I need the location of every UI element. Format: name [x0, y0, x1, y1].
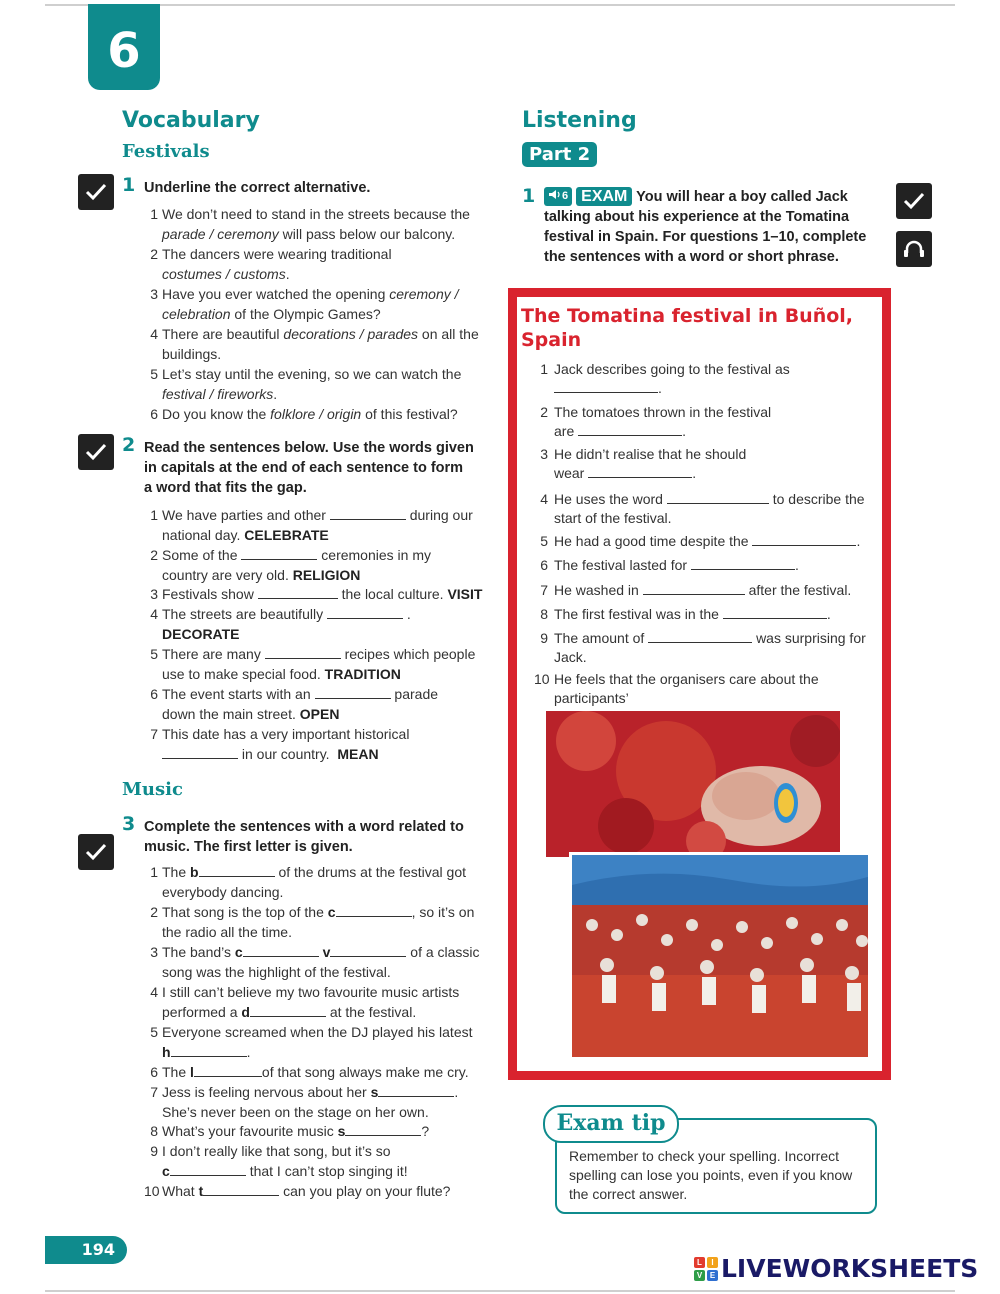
answer-blank[interactable] — [170, 1162, 246, 1176]
page-number: 194 — [45, 1236, 127, 1264]
exam-tip-text: Remember to check your spelling. Incorrect spelling can lose you points, even if you know the correct answer. — [569, 1148, 853, 1202]
answer-blank[interactable] — [330, 506, 406, 520]
list-item: 8 What’s your favourite music s ? — [150, 1123, 430, 1139]
exercise-number: 1 — [522, 185, 536, 207]
list-item: 5 Let’s stay until the evening, so we can watch the festival / fireworks. — [150, 366, 462, 402]
list-item: 7 This date has a very important historical in our country. MEAN — [150, 726, 410, 762]
list-item: 6 Do you know the folklore / origin of this festival? — [150, 406, 458, 422]
answer-blank[interactable] — [378, 1083, 454, 1097]
brand-name: LIVEWORKSHEETS — [721, 1254, 979, 1283]
alternative-choice[interactable]: parade / ceremony — [162, 225, 279, 242]
headphones-icon — [902, 237, 926, 261]
answer-blank[interactable] — [345, 1122, 421, 1136]
festivals-subtitle: Festivals — [122, 141, 210, 162]
answer-blank[interactable] — [667, 490, 769, 504]
bottom-rule — [45, 1290, 955, 1292]
speaker-icon — [548, 189, 562, 200]
answer-blank[interactable] — [554, 379, 658, 393]
question-item: 6 The festival lasted for . — [540, 557, 799, 573]
answer-blank[interactable] — [258, 585, 338, 599]
list-item: 5 Everyone screamed when the DJ played his latest h . — [150, 1024, 473, 1060]
list-item: 1 We have parties and other during our national day. CELEBRATE — [150, 507, 473, 543]
list-item: 6 The l of that song always make me cry. — [150, 1064, 469, 1080]
answer-blank[interactable] — [691, 556, 795, 570]
top-rule — [45, 4, 955, 6]
answer-blank[interactable] — [330, 943, 406, 957]
box-title: The Tomatina festival in Buñol, Spain — [521, 305, 854, 351]
question-item: 8 The first festival was in the . — [540, 606, 831, 622]
answer-blank[interactable] — [752, 532, 856, 546]
answer-blank[interactable] — [199, 863, 275, 877]
listening-title: Listening — [522, 108, 637, 133]
checkmark-icon — [903, 191, 925, 211]
answer-blank[interactable] — [194, 1063, 262, 1077]
alternative-choice[interactable]: costumes / customs — [162, 265, 286, 282]
question-item: 10 He feels that the organisers care about the participants’ — [554, 670, 879, 727]
list-item: 4 I still can’t believe my two favourite music artists performed a d at the festival. — [150, 984, 460, 1020]
exercise-number: 3 — [122, 813, 136, 835]
answer-blank[interactable] — [265, 645, 341, 659]
answer-blank[interactable] — [162, 745, 238, 759]
list-item: 7 Jess is feeling nervous about her s . She’s never been on the stage on her own. — [150, 1084, 459, 1120]
unit-number: 6 — [107, 23, 141, 79]
answer-blank[interactable] — [643, 581, 745, 595]
exercise-heading: Complete the sentences with a word related to music. The first letter is given. — [144, 819, 464, 855]
list-item: 3 Festivals show the local culture. VISIT — [150, 586, 483, 602]
question-item: 3 He didn’t realise that he should wear . — [540, 446, 747, 481]
tomato-pulp-photo — [546, 711, 842, 859]
answer-blank[interactable] — [588, 464, 692, 478]
exercise-heading: Underline the correct alternative. — [144, 180, 371, 196]
answer-blank[interactable] — [723, 605, 827, 619]
answer-blank[interactable] — [578, 422, 682, 436]
alternative-choice[interactable]: festival / fireworks — [162, 385, 274, 402]
list-item: 6 The event starts with an parade down the main street. OPEN — [150, 686, 439, 722]
answer-blank[interactable] — [327, 605, 403, 619]
list-item: 4 There are beautiful decorations / parades on all the buildings. — [150, 326, 479, 362]
check-answers-button-listening[interactable] — [896, 183, 932, 219]
part-badge: Part 2 — [522, 142, 597, 167]
vocabulary-title: Vocabulary — [122, 108, 260, 133]
festival-photo-crowd — [569, 852, 871, 1060]
answer-blank[interactable] — [648, 629, 752, 643]
check-answers-button-ex3[interactable] — [78, 834, 114, 870]
question-item: 7 He washed in after the festival. — [540, 582, 852, 598]
question-item: 4 He uses the word to describe the start of the festival. — [540, 491, 865, 526]
answer-blank[interactable] — [203, 1182, 279, 1196]
festival-photo-closeup — [544, 709, 842, 859]
list-item: 10 What t can you play on your flute? — [144, 1183, 451, 1199]
alternative-choice[interactable]: ceremony / celebration — [162, 286, 459, 322]
listening-instructions: 6 EXAM You will hear a boy called Jack talking about his experience at the Tomatina festival in Spain. For questions 1–10, complete the sentences with a word or short phrase. — [544, 188, 867, 265]
list-item: 1 We don’t need to stand in the streets because the parade / ceremony will pass below our balcony. — [150, 206, 470, 242]
answer-blank[interactable] — [171, 1043, 247, 1057]
list-item: 9 I don’t really like that song, but it’s so c that I can’t stop singing it! — [150, 1143, 408, 1179]
exercise-number: 2 — [122, 434, 136, 456]
answer-blank[interactable] — [250, 1003, 326, 1017]
list-item: 5 There are many recipes which people use to make special food. TRADITION — [150, 646, 476, 682]
exam-tip-label: Exam tip — [543, 1105, 679, 1143]
question-item: 9 The amount of was surprising for Jack. — [540, 630, 866, 665]
checkmark-icon — [85, 182, 107, 202]
unit-number-tab — [88, 4, 160, 90]
alternative-choice[interactable]: decorations / parades — [283, 326, 419, 342]
audio-track-badge: 6 — [544, 187, 572, 206]
exercise-heading: Read the sentences below. Use the words given in capitals at the end of each sentence to form a word that fits the gap. — [144, 440, 474, 496]
check-answers-button-ex2[interactable] — [78, 434, 114, 470]
answer-blank[interactable] — [241, 546, 317, 560]
check-answers-button-ex1[interactable] — [78, 174, 114, 210]
question-item: 2 The tomatoes thrown in the festival are . — [540, 404, 772, 439]
exam-badge: EXAM — [576, 187, 632, 206]
list-item: 1 The b of the drums at the festival got everybody dancing. — [150, 864, 467, 900]
exercise-number: 1 — [122, 174, 136, 196]
crowd-photo — [572, 855, 871, 1060]
brand-logo-mark: L I V E — [694, 1257, 718, 1281]
list-item: 3 The band’s c v of a classic song was the highlight of the festival. — [150, 944, 480, 980]
list-item: 2 That song is the top of the c , so it’s on the radio all the time. — [150, 904, 475, 940]
checkmark-icon — [85, 842, 107, 862]
question-item: 5 He had a good time despite the . — [540, 533, 861, 549]
music-subtitle: Music — [122, 779, 183, 800]
brand-logo — [694, 1254, 978, 1283]
answer-blank[interactable] — [336, 903, 412, 917]
list-item: 2 Some of the ceremonies in my country are very old. RELIGION — [150, 547, 431, 583]
question-item: 1 Jack describes going to the festival as . — [540, 361, 790, 396]
list-item: 2 The dancers were wearing traditional costumes / customs. — [150, 246, 392, 282]
answer-blank[interactable] — [315, 685, 391, 699]
answer-blank[interactable] — [243, 943, 319, 957]
play-audio-button[interactable] — [896, 231, 932, 267]
list-item: 4 The streets are beautifully . DECORATE — [150, 606, 411, 642]
checkmark-icon — [85, 442, 107, 462]
alternative-choice[interactable]: folklore / origin — [270, 406, 362, 422]
list-item: 3 Have you ever watched the opening ceremony / celebration of the Olympic Games? — [150, 286, 459, 322]
